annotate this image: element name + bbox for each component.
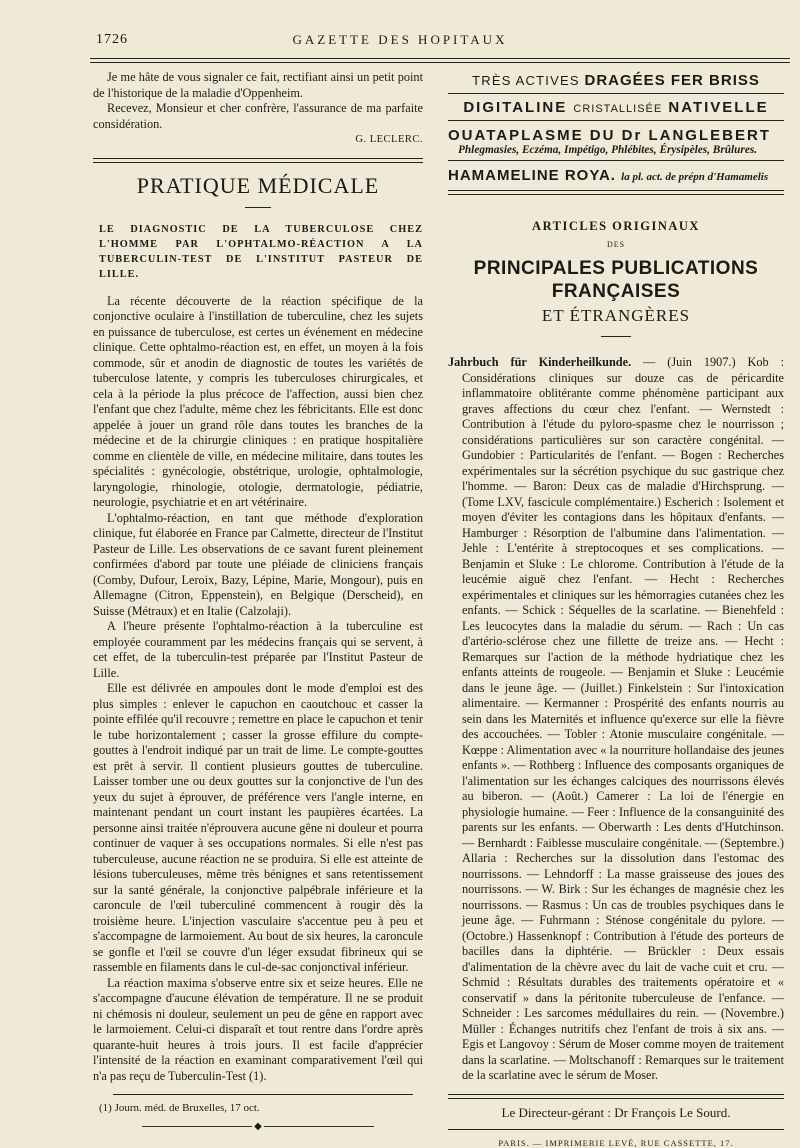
des-label: DES xyxy=(606,240,626,249)
journal-title: GAZETTE DES HOPITAUX xyxy=(292,32,508,47)
footnote-rule xyxy=(113,1094,413,1095)
ads-divider xyxy=(448,190,784,195)
page-number: 1726 xyxy=(96,32,128,47)
page-header xyxy=(96,32,704,52)
header-rule-bottom xyxy=(90,62,790,63)
ad-rule xyxy=(448,160,784,161)
publications-title: PRINCIPALES PUBLICATIONS FRANÇAISES xyxy=(473,258,759,302)
short-rule xyxy=(601,336,631,337)
left-column xyxy=(93,70,423,1132)
articles-header: ARTICLES ORIGINAUX xyxy=(532,219,700,233)
ad-digitaline: DIGITALINE CRISTALLISÉE NATIVELLE xyxy=(463,99,769,116)
publications-subtitle: ET ÉTRANGÈRES xyxy=(541,306,691,325)
ad-hamameline: HAMAMELINE ROYA. la pl. act. de prépn d'Hamamelis xyxy=(448,167,769,184)
letter-paragraph: Je me hâte de vous signaler ce fait, rectifiant ainsi un petit point de l'historique de la maladie d'Oppenheim. xyxy=(93,70,423,100)
article-paragraph: La récente découverte de la réaction spécifique de la conjonctive oculaire à l'instillation de tuberculine, chez les sujets en puissance de tuberculose, est certes un événement en médecine clinique. Cette ophtalmo-réaction est, en effet, un moyen à la fois commode, sûr et anodin de diagnostic de toutes les variétés de tuberculose latente, y compris les tuberculoses chirurgicales, et cela à la période la plus précoce de l'affection, aussi bien chez l'enfant que chez l'adulte, même chez les fébricitants. Elle est donc appelée à jouer un grand rôle dans toutes les branches de la médecine et de la chirurgie cliniques : en pratique hospitalière comme en clientèle de ville, en médecine militaire, dans toutes les spécialités : gynécologie, obstétrique, urologie, ophtalmologie, laryngologie, rhinologie, otologie, dermatologie, pédiatrie, neurologie, psychiatrie et en art vétérinaire. xyxy=(93,293,423,509)
right-column xyxy=(448,70,784,1148)
letter-block xyxy=(93,70,423,148)
ad-ouataplasme-sub: Phlegmasies, Eczéma, Impétigo, Phlébites, Érysipèles, Brûlures. xyxy=(458,144,758,156)
ad-ouataplasme: OUATAPLASME DU Dr LANGLEBERT xyxy=(448,127,771,144)
journal-name: Jahrbuch für Kinderheilkunde. xyxy=(448,355,632,369)
section-divider xyxy=(93,158,423,163)
letter-paragraph: Recevez, Monsieur et cher confrère, l'assurance de ma parfaite considération. xyxy=(93,101,423,131)
printer-line: PARIS. — IMPRIMERIE LEVÉ, RUE CASSETTE, 17. xyxy=(498,1137,734,1148)
ad-rule xyxy=(448,120,784,121)
ad-dragees: TRÈS ACTIVES DRAGÉES FER BRISS xyxy=(472,72,760,89)
short-rule xyxy=(245,207,271,208)
letter-signature: G. LECLERC. xyxy=(355,134,423,145)
footer-rule xyxy=(448,1129,784,1130)
footnote: (1) Journ. méd. de Bruxelles, 17 oct. xyxy=(99,1102,260,1114)
article-paragraph: La réaction maxima s'observe entre six et seize heures. Elle ne s'accompagne d'aucune élévation de température. Il ne se produit ni chémosis ni douleur, seulement un peu de gêne en rapport avec le larmoiement. Celui-ci disparaît et tout rentre dans l'ordre après quarante-huit heures à trois jours. Il est facile d'apprécier l'intensité de la réaction en examinant comparativement l'œil qui n'a pas reçu de Tuberculin-Test (1). xyxy=(93,975,423,1083)
article-paragraph: Elle est délivrée en ampoules dont le mode d'emploi est des plus simples : enlever le capuchon en caoutchouc et casser la pointe effilée qu'il recouvre ; remettre en place le capuchon et tenir le tube horizontalement ; casser la grosse effilure du compte-gouttes à l'endroit indiqué par un trait de lime. Le compte-gouttes est prêt à servir. Il contient plusieurs gouttes de tuberculine. Laisser tomber une ou deux gouttes sur la conjonctive de l'un des yeux du sujet à éprouver, de préférence vers l'angle interne, en maintenant pendant un court instant les paupières écartées. La personne ainsi traitée n'éprouvera aucune gêne ni douleur et pourra continuer de vaquer à ses occupations normales. Si elle n'est pas tuberculeuse, aucune réaction ne se produira. Si elle est atteinte de lésions tuberculeuses, même très bénignes et sans retentissement sur la santé générale, la conjonctive palpébrale inférieure et la caroncule de l'œil tuberculiné commencent à rougir dès la troisième heure. L'injection vasculaire s'accentue peu à peu et s'accompagne de larmoiement. Au bout de six heures, la caroncule se gonfle et l'œil se couvre d'un léger exsudat fibrineux qui se rassemble en filaments dans le cul-de-sac conjonctival inférieur. xyxy=(93,681,423,974)
header-rule-top xyxy=(90,58,790,59)
director-line: Le Directeur-gérant : Dr François Le Sourd. xyxy=(501,1104,731,1120)
end-ornament: ◆ xyxy=(93,1121,423,1132)
bibliography-text: — (Juin 1907.) Kob : Considérations cliniques sur douze cas de péricardite inflammatoire oblitérante comme phénomène participant aux graves affections du cœur chez l'enfant. — Wernstedt : Contribution à l'étude du pyloro-spasme chez le nourrisson ; considérations particulières sur son caractère congénital. — Gundobier : Particularités de l'enfant. — Bogen : Recherches expérimentales sur la sécrétion psychique du suc gastrique chez l'homme. — Baron: Deux cas de maladie d'Hirchsprung. — (Tome LXV, fascicule complémentaire.) Escherich : Isolement et moyen d'éviter les contagions dans les hôpitaux d'enfants. — Hamburger : Résorption de l'albumine dans l'alimentation. — Jehle : L'entérite à streptocoques et ses complications. — Benjamin et Sluke : Le chlorome. Contribution à l'étude de la leucémie aiguë chez l'enfant. — Hecht : Recherches expérimentales et cliniques sur les hémorragies cutanées chez les enfants. — Schick : Séquelles de la scarlatine. — Bienehfeld : Les leucocytes dans la maladie du sérum. — Rach : Un cas d'artério-sclérose chez une fillette de treize ans. — Hecht : Remarques sur l'action de la méthode hydriatique chez les enfants atteints de rougeole. — Benjamin et Sluke : Leucémie dans le jeune âge. — (Juillet.) Finkelstein : Sur l'intoxication alimentaire. — Kermanner : Prospérité des enfants nourris au sein dans les Maternités et influence qu'exerce sur elle la fièvre des accouchées. — Tobler : Atonie musculaire congénitale. — Kœppe : Alimentation avec « la nourriture hollandaise des jeunes enfants ». — Rothberg : Influence des composants organiques de l'alimentation sur les échanges calciques des nourrissons élevés au biberon. — (Août.) Camerer : La loi de l'énergie en physiologie humaine. — Feer : Influence de la consanguinité des parents sur les enfants. — Oberwarth : Les dents d'Hutchinson. — Bernhardt : Faiblesse musculaire congénitale. — (Septembre.) Allaria : Recherches sur la dissolution dans l'estomac des nourrissons. — Lehndorff : La masse graisseuse des joues des nourrissons. — W. Birk : Sur les échanges de magnésie chez les nourrissons. — Rasmus : Un cas de troubles psychiques dans le jeune âge. — Fuhrmann : Sténose congénitale du pylore. — (Octobre.) Hassenknopf : Contribution à l'étude des porteurs de bacilles dans la diphtérie. — Brückler : Deux essais d'alimentation de la chèvre avec du lait de vache cuit et cru. — Schmid : Résultats durables des traitements opératoire et « conservatif » dans la péritonite tuberculeuse de l'enfance. — Schneider : Les sarcomes médullaires du rein. — (Novembre.) Müller : Échanges nutritifs chez l'enfant de trois à six ans. — Egis et Langovoy : Sérum de Moser comme moyen de traitement dans la scarlatine. — Moltschanoff : Remarques sur le traitement de la scarlatine avec le sérum de Moser. xyxy=(462,355,785,1082)
ad-rule xyxy=(448,93,784,94)
article-paragraph: A l'heure présente l'ophtalmo-réaction à la tuberculine est employée couramment par les médecins français qui se servent, à cet effet, de la tuberculin-test préparée par l'Institut Pasteur de Lille. xyxy=(93,619,423,680)
bibliography-entry xyxy=(448,355,784,1084)
article-title: LE DIAGNOSTIC DE LA TUBERCULOSE CHEZ L'HOMME PAR L'OPHTALMO-RÉACTION A LA TUBERCULIN-TEST DE L'INSTITUT PASTEUR DE LILLE. xyxy=(99,223,423,280)
article-paragraph: L'ophtalmo-réaction, en tant que méthode d'exploration clinique, fut élaborée en France par Calmette, directeur de l'Institut Pasteur de Lille. Les observations de ce savant furent pleinement confirmées d'abord par toute une pléiade de cliniciens français (Comby, Dufour, Leroix, Bazy, Lépine, Marie, Mongour), puis en Allemagne (Citron, Eppenstein), en Belgique (Derscheid), en Suisse (Métraux) et en Italie (Calzolaji). xyxy=(93,510,423,618)
footer-divider xyxy=(448,1094,784,1099)
section-title: PRATIQUE MÉDICALE xyxy=(136,172,380,198)
